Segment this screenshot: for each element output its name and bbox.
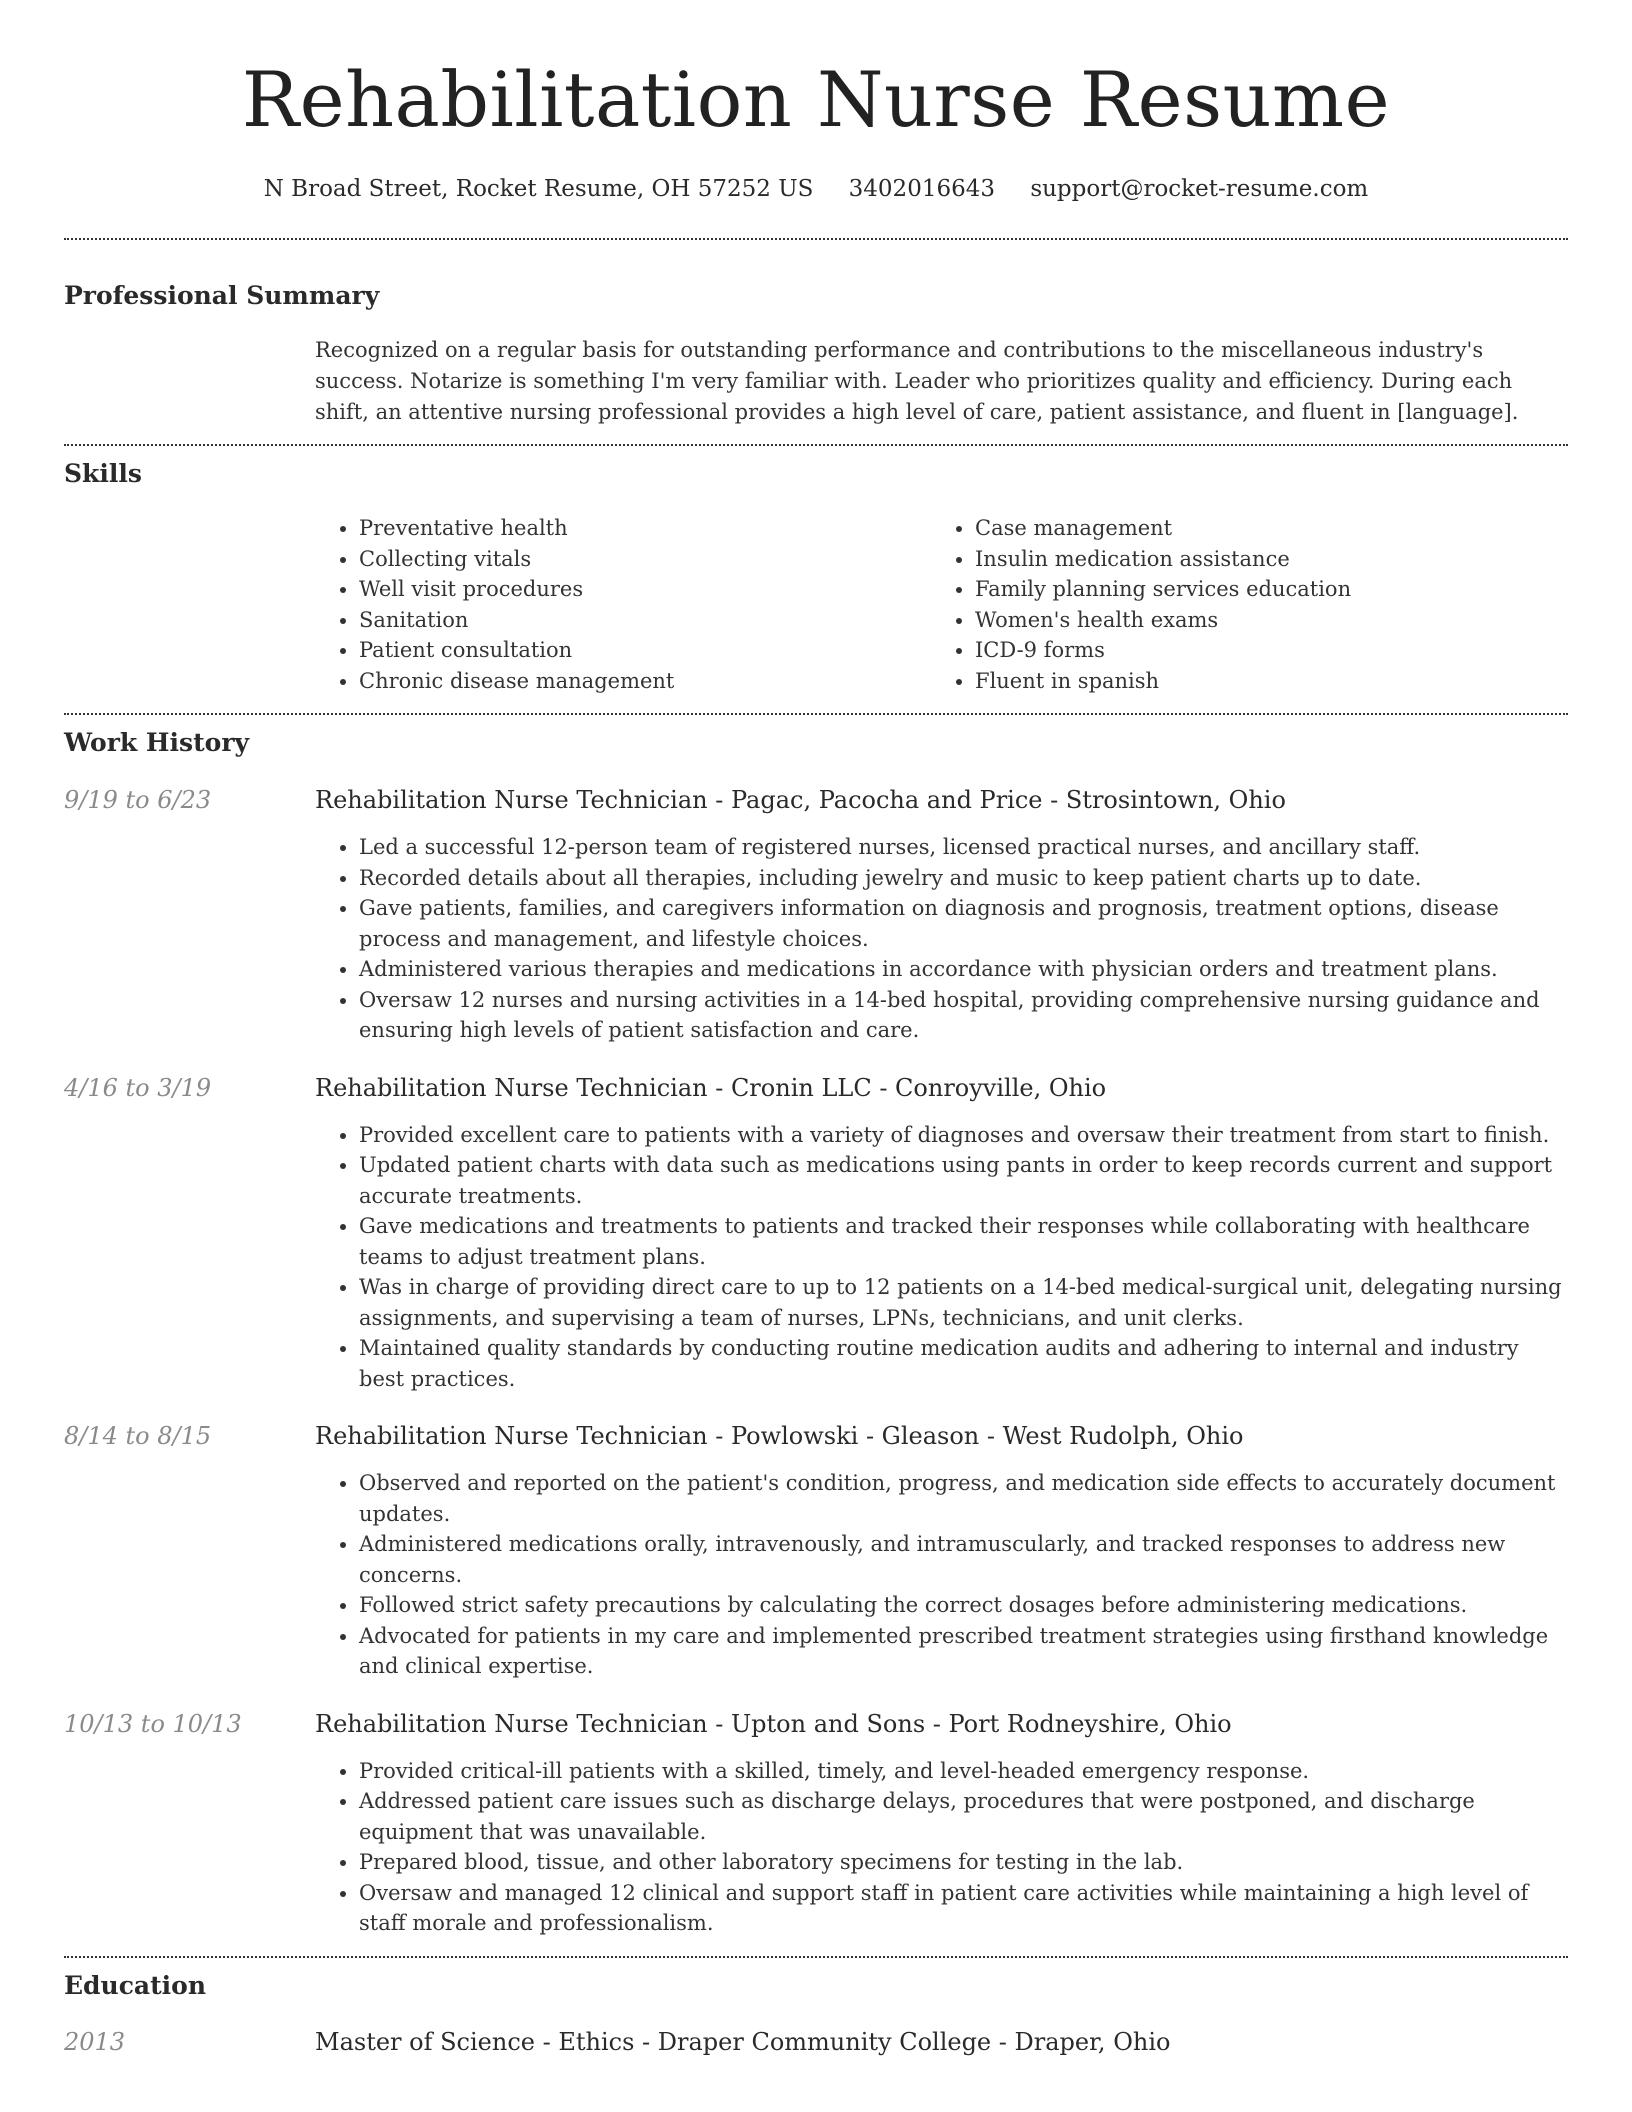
section-divider (64, 444, 1568, 446)
skill-item: • Chronic disease management (359, 666, 887, 697)
job-duties (315, 1756, 1568, 1939)
job-duty: • Followed strict safety precautions by calculating the correct dosages before administering medications. (359, 1590, 1568, 1621)
job-duty: • Prepared blood, tissue, and other laboratory specimens for testing in the lab. (359, 1847, 1568, 1878)
education-heading: Education (64, 1970, 207, 2000)
job-header (64, 1709, 1568, 1739)
job-duty: • Advocated for patients in my care and implemented prescribed treatment strategies using firsthand knowledge and clinical expertise. (359, 1621, 1568, 1682)
skill-item: • ICD-9 forms (975, 635, 1351, 666)
job-header (64, 1073, 1568, 1103)
education-entry (64, 2027, 1568, 2057)
job-duty: • Oversaw 12 nurses and nursing activities in a 14-bed hospital, providing comprehensive nursing guidance and ensuring high levels of patient satisfaction and care. (359, 985, 1568, 1046)
job-duty: • Administered medications orally, intravenously, and intramuscularly, and tracked responses to address new concerns. (359, 1529, 1568, 1590)
skill-item: • Patient consultation (359, 635, 887, 666)
job-header (64, 785, 1568, 815)
job-duty: • Observed and reported on the patient's condition, progress, and medication side effects to accurately document updates. (359, 1468, 1568, 1529)
job-entry (64, 785, 1568, 1046)
skills-heading: Skills (64, 459, 142, 488)
job-duty: • Addressed patient care issues such as discharge delays, procedures that were postponed, and discharge equipment that was unavailable. (359, 1786, 1568, 1847)
job-duty: • Oversaw and managed 12 clinical and support staff in patient care activities while maintaining a high level of staff morale and professionalism. (359, 1878, 1568, 1939)
skill-item: • Women's health exams (975, 605, 1351, 636)
job-duty: • Administered various therapies and medications in accordance with physician orders and treatment plans. (359, 954, 1568, 985)
summary-heading: Professional Summary (64, 281, 380, 310)
summary-text: Recognized on a regular basis for outstanding performance and contributions to the miscellaneous industry's success. Notarize is something I'm very familiar with. Leader who prioritizes quality and efficiency. During each shift, an attentive nursing professional provides a high level of care, patient assistance, and fluent in [language]. (315, 338, 1519, 424)
job-title: Rehabilitation Nurse Technician - Upton and Sons - Port Rodneyshire, Ohio (315, 1709, 1232, 1738)
skills-list (315, 513, 1568, 696)
section-divider (64, 1956, 1568, 1958)
section-divider (64, 713, 1568, 715)
skill-item: • Insulin medication assistance (975, 544, 1351, 575)
contact-email: support@rocket-resume.com (1030, 176, 1369, 202)
job-duty: • Was in charge of providing direct care to up to 12 patients on a 14-bed medical-surgical unit, delegating nursing assignments, and supervising a team of nurses, LPNs, technicians, and unit clerks. (359, 1272, 1568, 1333)
education-year: 2013 (64, 2027, 126, 2056)
work-history-heading: Work History (64, 728, 250, 757)
job-title: Rehabilitation Nurse Technician - Cronin LLC - Conroyville, Ohio (315, 1073, 1107, 1102)
job-entry (64, 1709, 1568, 1939)
skill-item: • Family planning services education (975, 574, 1351, 605)
job-duty: • Gave patients, families, and caregivers information on diagnosis and prognosis, treatment options, disease process and management, and lifestyle choices. (359, 893, 1568, 954)
job-header (64, 1421, 1568, 1451)
job-title: Rehabilitation Nurse Technician - Powlowski - Gleason - West Rudolph, Ohio (315, 1422, 1244, 1450)
job-duty: • Provided critical-ill patients with a skilled, timely, and level-headed emergency response. (359, 1756, 1568, 1787)
job-entry (64, 1073, 1568, 1395)
job-duties (315, 832, 1568, 1046)
education-degree: Master of Science - Ethics - Draper Community College - Draper, Ohio (315, 2027, 1171, 2056)
contact-address: N Broad Street, Rocket Resume, OH 57252 US (263, 176, 814, 202)
resume-title: Rehabilitation Nurse Resume (241, 55, 1391, 144)
job-duty: • Led a successful 12-person team of registered nurses, licensed practical nurses, and ancillary staff. (359, 832, 1568, 863)
job-duty: • Gave medications and treatments to patients and tracked their responses while collaborating with healthcare teams to adjust treatment plans. (359, 1211, 1568, 1272)
skills-column-left (315, 513, 887, 696)
job-duty: • Maintained quality standards by conducting routine medication audits and adhering to internal and industry best practices. (359, 1333, 1568, 1394)
job-dates: 10/13 to 10/13 (64, 1709, 242, 1738)
job-duty: • Updated patient charts with data such as medications using pants in order to keep records current and support accurate treatments. (359, 1150, 1568, 1211)
skills-column-right (931, 513, 1351, 696)
skill-item: • Case management (975, 513, 1351, 544)
job-entry (64, 1421, 1568, 1682)
job-duty: • Provided excellent care to patients with a variety of diagnoses and oversaw their treatment from start to finish. (359, 1120, 1568, 1151)
skill-item: • Sanitation (359, 605, 887, 636)
section-divider (64, 238, 1568, 240)
job-dates: 4/16 to 3/19 (64, 1073, 212, 1102)
job-duties (315, 1468, 1568, 1682)
skill-item: • Well visit procedures (359, 574, 887, 605)
job-duties (315, 1120, 1568, 1395)
skill-item: • Collecting vitals (359, 544, 887, 575)
job-dates: 9/19 to 6/23 (64, 786, 212, 814)
skill-item: • Fluent in spanish (975, 666, 1351, 697)
job-dates: 8/14 to 8/15 (64, 1422, 212, 1450)
job-title: Rehabilitation Nurse Technician - Pagac, Pacocha and Price - Strosintown, Ohio (315, 786, 1286, 814)
contact-phone: 3402016643 (848, 176, 995, 202)
contact-line (64, 174, 1568, 204)
skill-item: • Preventative health (359, 513, 887, 544)
job-duty: • Recorded details about all therapies, including jewelry and music to keep patient charts up to date. (359, 863, 1568, 894)
